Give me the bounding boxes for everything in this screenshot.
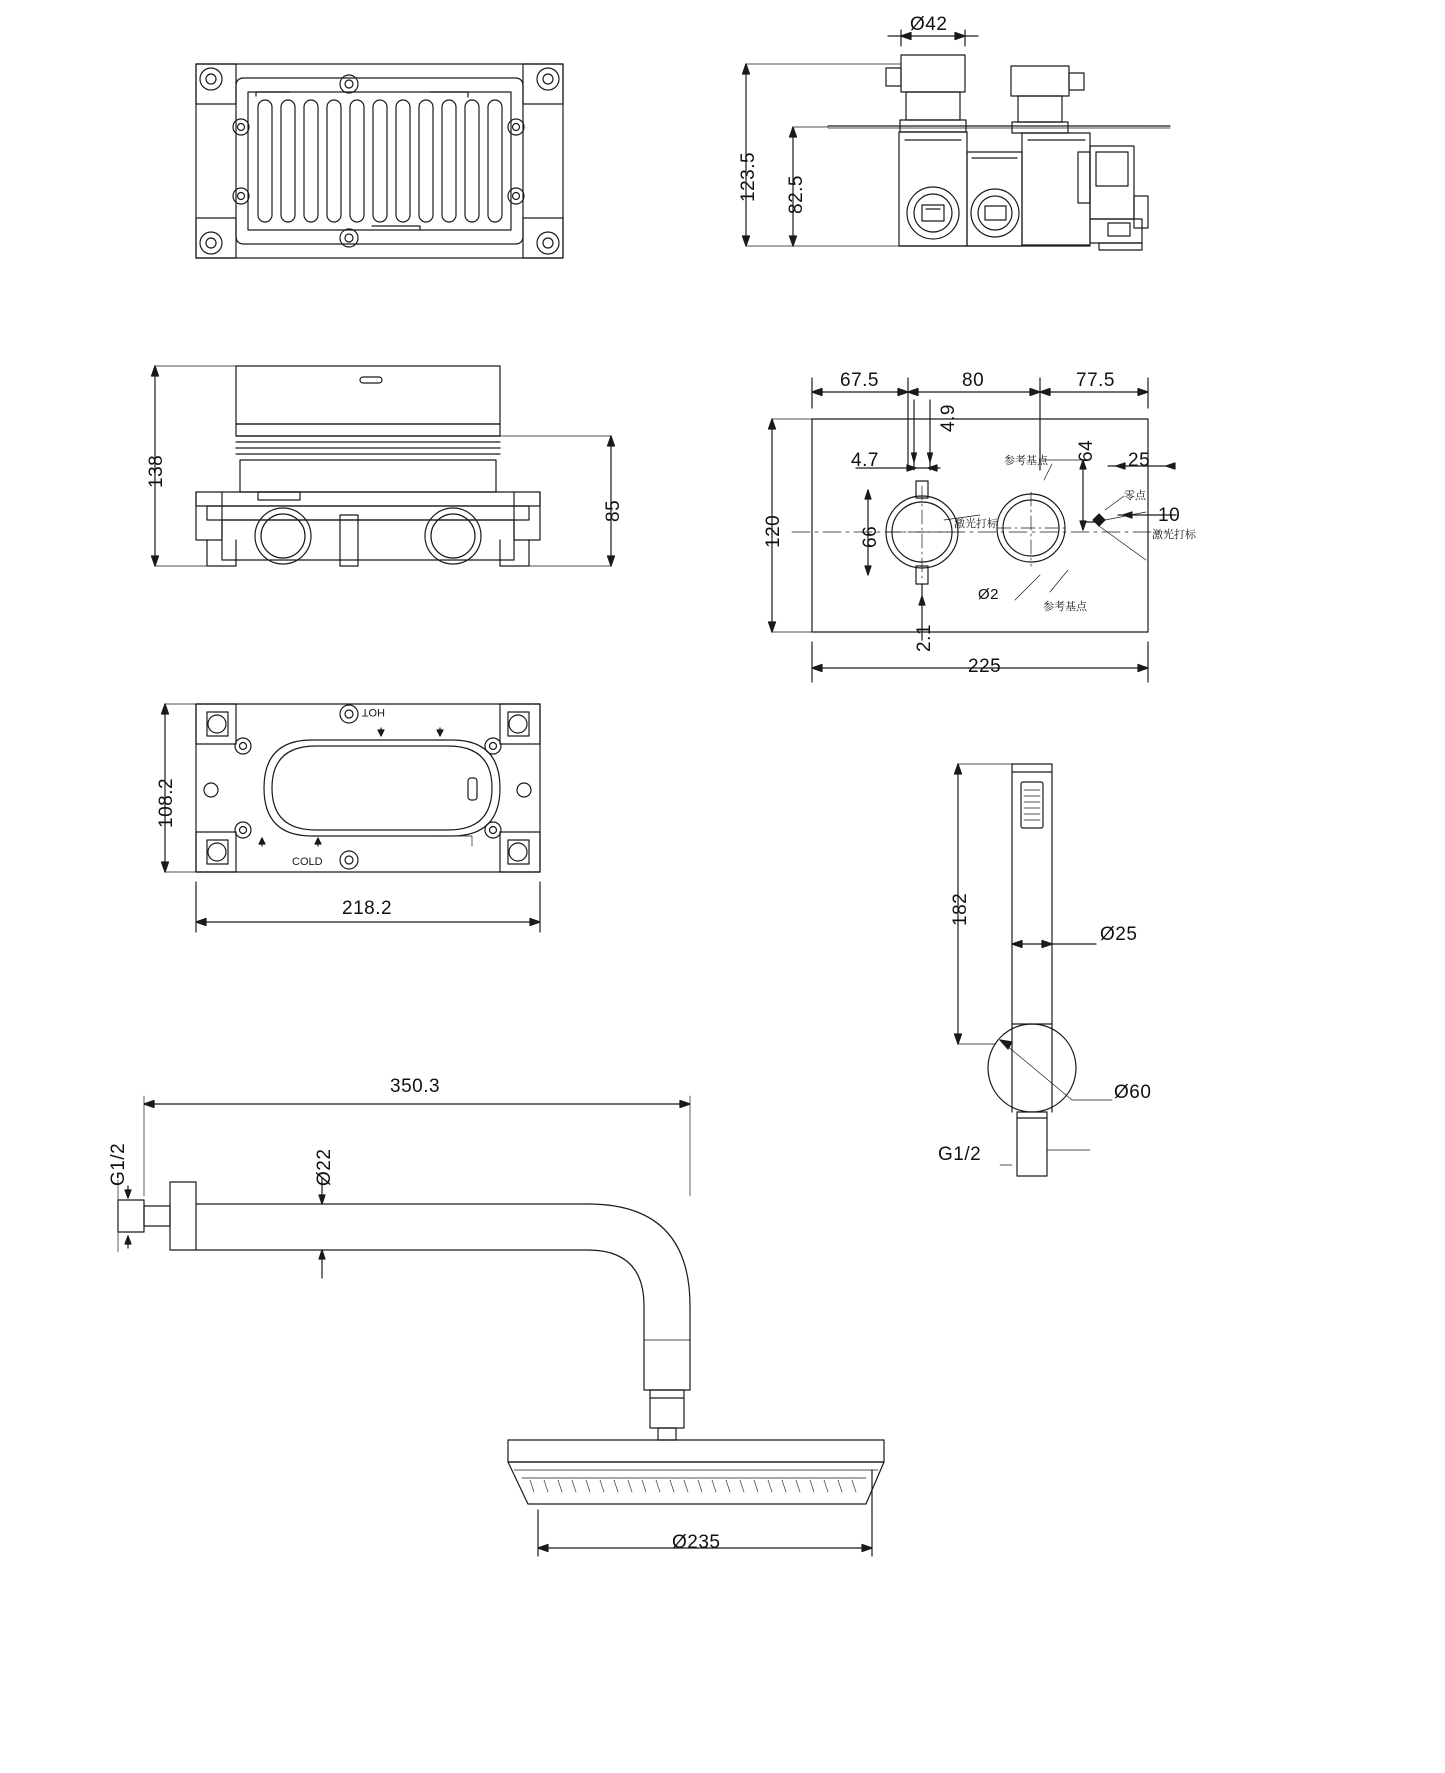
note-ref-point-bottom: 参考基点 — [1043, 601, 1087, 613]
dim-108-2: 108.2 — [156, 777, 177, 828]
view-hand-shower — [955, 764, 1113, 1176]
dim-arm-thread: G1/2 — [108, 1142, 129, 1186]
dim-218-2: 218.2 — [342, 898, 393, 919]
dim-2-1: 2.1 — [914, 624, 935, 652]
dim-82-5: 82.5 — [786, 175, 807, 214]
dim-hand-d60: Ø60 — [1114, 1082, 1152, 1103]
view-valve-body-front — [152, 366, 615, 566]
view-shower-arm-head — [118, 1096, 884, 1556]
dim-d22: Ø22 — [314, 1148, 335, 1186]
dim-4-7: 4.7 — [851, 450, 879, 471]
dim-80: 80 — [962, 370, 985, 391]
dim-d235: Ø235 — [672, 1532, 721, 1553]
dim-120: 120 — [763, 514, 784, 548]
dim-10: 10 — [1158, 505, 1181, 526]
view-top-plate-plan — [196, 64, 563, 258]
label-hot: HOT — [361, 706, 385, 718]
dim-d42: Ø42 — [910, 14, 948, 35]
dim-225: 225 — [968, 656, 1002, 677]
dim-64: 64 — [1076, 439, 1097, 462]
view-valve-side-section — [743, 30, 1171, 250]
dim-67-5: 67.5 — [840, 370, 879, 391]
dim-66: 66 — [860, 525, 881, 548]
note-ref-point-top: 参考基点 — [1004, 455, 1048, 467]
dim-85: 85 — [603, 499, 624, 522]
dim-350-3: 350.3 — [390, 1076, 441, 1097]
dim-phi2: Ø2 — [978, 586, 1000, 603]
dim-138: 138 — [146, 454, 167, 488]
note-laser-right: 激光打标 — [1152, 529, 1196, 541]
dim-77-5: 77.5 — [1076, 370, 1115, 391]
dim-123-5: 123.5 — [738, 151, 759, 202]
dim-182: 182 — [950, 892, 971, 926]
label-cold: COLD — [292, 856, 323, 868]
dim-hand-d25: Ø25 — [1100, 924, 1138, 945]
dim-4-9: 4.9 — [938, 404, 959, 432]
note-zero-point: 零点 — [1124, 490, 1146, 502]
dim-25: 25 — [1128, 450, 1151, 471]
dim-hand-thread: G1/2 — [938, 1144, 982, 1165]
note-laser-left: 激光打标 — [954, 518, 998, 530]
